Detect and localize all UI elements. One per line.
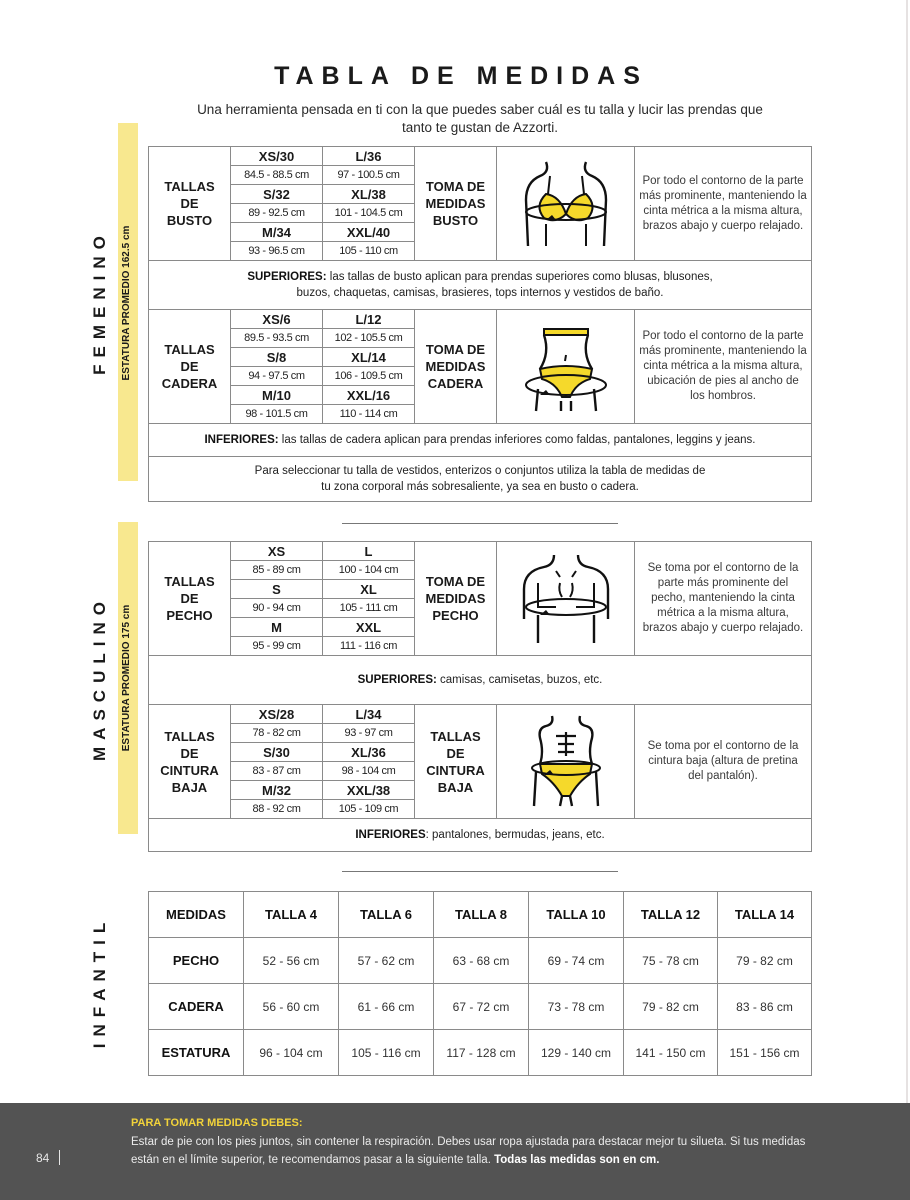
row-label: PECHO (149, 938, 244, 984)
row-label: ESTATURA (149, 1030, 244, 1076)
size-range: 89 - 92.5 cm (231, 204, 323, 223)
masculino-table (148, 541, 812, 852)
size-label: XXL/38 (323, 781, 415, 800)
size-label: XS/30 (231, 147, 323, 166)
height-label-femenino: ESTATURA PROMEDIO 162.5 cm (121, 225, 132, 381)
size-label: M (231, 618, 323, 637)
size-label: XS/6 (231, 310, 323, 329)
size-label: S/30 (231, 743, 323, 762)
row-label: CADERA (149, 984, 244, 1030)
header-cell: TALLA 10 (529, 892, 624, 938)
size-label: M/10 (231, 386, 323, 405)
table-cell: 79 - 82 cm (624, 984, 718, 1030)
superiores-note-femenino: SUPERIORES: las tallas de busto aplican para prendas superiores como blusas, blusones, buzos, chaquetas, camisas, brasieres, tops internos y vestidos de baño. (149, 261, 812, 310)
table-cell: 57 - 62 cm (339, 938, 434, 984)
inferiores-note-femenino: INFERIORES: las tallas de cadera aplican para prendas inferiores como faldas, pantalones, leggins y jeans. (149, 424, 812, 457)
table-cell: 67 - 72 cm (434, 984, 529, 1030)
header-cell: TALLA 12 (624, 892, 718, 938)
category-pecho: TALLAS DE PECHO (149, 542, 231, 656)
size-range: 106 - 109.5 cm (323, 367, 415, 386)
section-divider (342, 871, 618, 872)
bust-measure-icon (497, 147, 635, 261)
header-cell: TALLA 6 (339, 892, 434, 938)
size-label: XS/28 (231, 705, 323, 724)
table-cell: 141 - 150 cm (624, 1030, 718, 1076)
table-cell: 96 - 104 cm (244, 1030, 339, 1076)
table-cell: 117 - 128 cm (434, 1030, 529, 1076)
footer-title: PARA TOMAR MEDIDAS DEBES: (131, 1117, 303, 1129)
section-divider (342, 523, 618, 524)
table-cell: 75 - 78 cm (624, 938, 718, 984)
header-cell: TALLA 8 (434, 892, 529, 938)
table-cell: 151 - 156 cm (718, 1030, 812, 1076)
size-label: L (323, 542, 415, 561)
category-cadera: TALLAS DE CADERA (149, 310, 231, 424)
size-range: 95 - 99 cm (231, 637, 323, 656)
size-range: 105 - 109 cm (323, 800, 415, 819)
table-row (149, 984, 812, 1030)
size-label: M/34 (231, 223, 323, 242)
femenino-table (148, 146, 812, 502)
table-cell: 69 - 74 cm (529, 938, 624, 984)
table-cell: 61 - 66 cm (339, 984, 434, 1030)
page-number-divider (59, 1150, 60, 1165)
description-busto: Por todo el contorno de la parte más prominente, manteniendo la cinta métrica a la misma altura, brazos abajo y cuerpo relajado. (635, 147, 812, 261)
size-range: 101 - 104.5 cm (323, 204, 415, 223)
toma-pecho: TOMA DE MEDIDAS PECHO (415, 542, 497, 656)
size-label: XL/38 (323, 185, 415, 204)
toma-busto: TOMA DE MEDIDAS BUSTO (415, 147, 497, 261)
description-cintura: Se toma por el contorno de la cintura baja (altura de pretina del pantalón). (635, 705, 812, 819)
size-range: 78 - 82 cm (231, 724, 323, 743)
page-edge (906, 0, 908, 1200)
size-label: L/36 (323, 147, 415, 166)
size-label: XL/36 (323, 743, 415, 762)
height-label-masculino: ESTATURA PROMEDIO 175 cm (121, 604, 132, 752)
header-cell: TALLA 4 (244, 892, 339, 938)
size-label: L/12 (323, 310, 415, 329)
size-label: XXL/40 (323, 223, 415, 242)
hip-measure-icon (497, 310, 635, 424)
size-label: S/8 (231, 348, 323, 367)
size-range: 93 - 97 cm (323, 724, 415, 743)
table-cell: 52 - 56 cm (244, 938, 339, 984)
header-cell: TALLA 14 (718, 892, 812, 938)
size-label: S/32 (231, 185, 323, 204)
size-range: 89.5 - 93.5 cm (231, 329, 323, 348)
infantil-table (148, 891, 812, 1076)
page-number: 84 (36, 1151, 50, 1165)
size-label: L/34 (323, 705, 415, 724)
waist-measure-icon (497, 705, 635, 819)
size-range: 97 - 100.5 cm (323, 166, 415, 185)
toma-cadera: TOMA DE MEDIDAS CADERA (415, 310, 497, 424)
size-range: 100 - 104 cm (323, 561, 415, 580)
infantil-header-row (149, 892, 812, 938)
size-range: 85 - 89 cm (231, 561, 323, 580)
table-cell: 105 - 116 cm (339, 1030, 434, 1076)
toma-cintura: TALLAS DE CINTURA BAJA (415, 705, 497, 819)
section-label-femenino: FEMENINO (90, 229, 109, 375)
category-cintura: TALLAS DE CINTURA BAJA (149, 705, 231, 819)
size-range: 105 - 111 cm (323, 599, 415, 618)
section-label-masculino: MASCULINO (90, 595, 109, 761)
table-cell: 83 - 86 cm (718, 984, 812, 1030)
size-range: 93 - 96.5 cm (231, 242, 323, 261)
size-range: 110 - 114 cm (323, 405, 415, 424)
description-cadera: Por todo el contorno de la parte más prominente, manteniendo la cinta métrica a la misma altura, ubicación de pies al ancho de los hombros. (635, 310, 812, 424)
table-cell: 63 - 68 cm (434, 938, 529, 984)
size-label: XL/14 (323, 348, 415, 367)
table-row (149, 938, 812, 984)
size-range: 105 - 110 cm (323, 242, 415, 261)
page-subtitle: Una herramienta pensada en ti con la que puedes saber cuál es tu talla y lucir las prendas que tanto te gustan de Azzorti. (197, 102, 763, 135)
size-label: M/32 (231, 781, 323, 800)
table-cell: 79 - 82 cm (718, 938, 812, 984)
size-label: XXL (323, 618, 415, 637)
size-range: 98 - 104 cm (323, 762, 415, 781)
header-cell: MEDIDAS (149, 892, 244, 938)
table-row (149, 1030, 812, 1076)
description-pecho: Se toma por el contorno de la parte más prominente del pecho, manteniendo la cinta métrica a la misma altura, brazos abajo y cuerpo relajado. (635, 542, 812, 656)
category-busto: TALLAS DE BUSTO (149, 147, 231, 261)
table-cell: 56 - 60 cm (244, 984, 339, 1030)
size-range: 94 - 97.5 cm (231, 367, 323, 386)
size-range: 84.5 - 88.5 cm (231, 166, 323, 185)
size-range: 88 - 92 cm (231, 800, 323, 819)
table-cell: 73 - 78 cm (529, 984, 624, 1030)
size-range: 102 - 105.5 cm (323, 329, 415, 348)
inferiores-note-masculino: INFERIORES: pantalones, bermudas, jeans, etc. (149, 819, 812, 852)
page-title: TABLA DE MEDIDAS (274, 62, 648, 90)
vestidos-note: Para seleccionar tu talla de vestidos, enterizos o conjuntos utiliza la tabla de medidas de tu zona corporal más sobresaliente, ya sea en busto o cadera. (149, 457, 812, 502)
section-label-infantil: INFANTIL (90, 915, 109, 1049)
chest-measure-icon (497, 542, 635, 656)
size-range: 90 - 94 cm (231, 599, 323, 618)
size-label: XL (323, 580, 415, 599)
superiores-note-masculino: SUPERIORES: camisas, camisetas, buzos, etc. (149, 656, 812, 705)
table-cell: 129 - 140 cm (529, 1030, 624, 1076)
size-label: XS (231, 542, 323, 561)
size-range: 98 - 101.5 cm (231, 405, 323, 424)
size-range: 111 - 116 cm (323, 637, 415, 656)
size-label: XXL/16 (323, 386, 415, 405)
footer-text: Estar de pie con los pies juntos, sin contener la respiración. Debes usar ropa ajustada para destacar mejor tu silueta. Si tus medidas están en el límite superior, te recomendamos pasar a la siguiente talla. Todas las medidas son en cm. (131, 1136, 806, 1166)
size-range: 83 - 87 cm (231, 762, 323, 781)
size-label: S (231, 580, 323, 599)
